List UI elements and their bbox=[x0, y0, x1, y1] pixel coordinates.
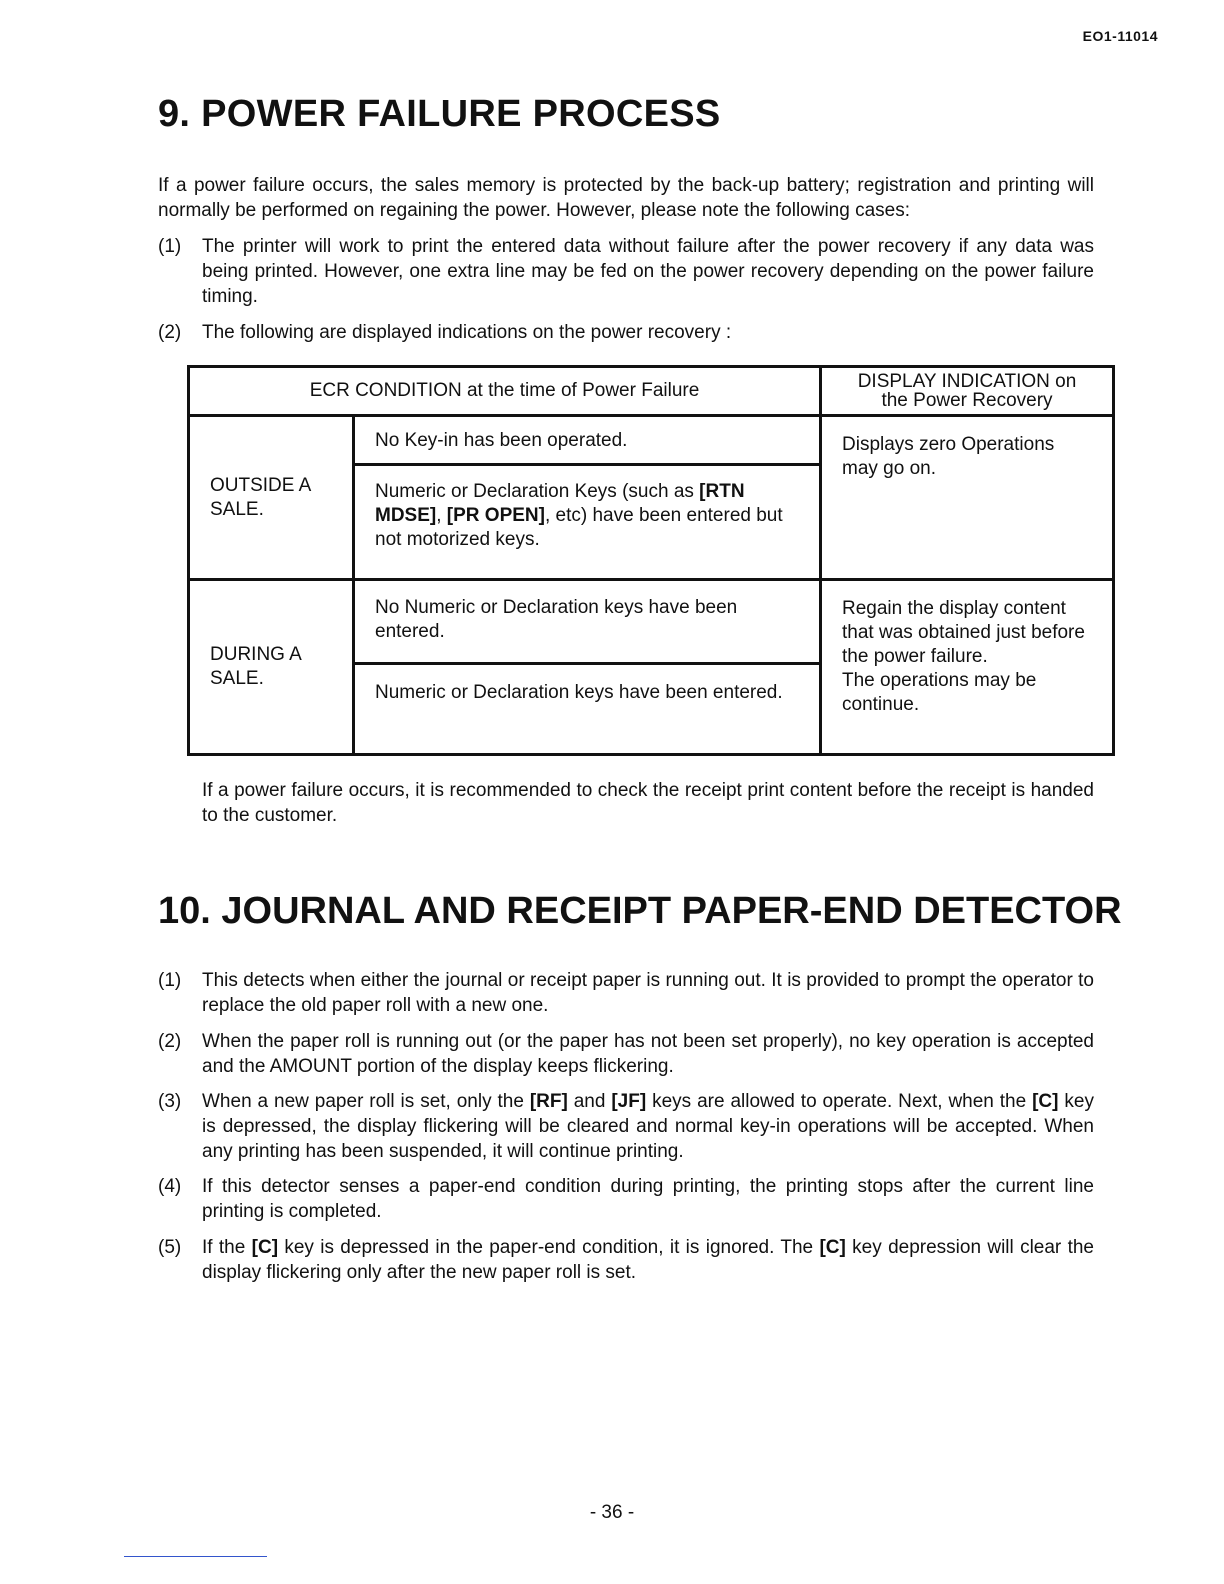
label-line: DURING A bbox=[210, 644, 302, 665]
section-10-item-3 bbox=[158, 1089, 1094, 1164]
item-number: (4) bbox=[158, 1176, 182, 1197]
label-line: SALE. bbox=[210, 668, 264, 689]
text-fragment: keys are allowed to operate. Next, when the bbox=[646, 1091, 1033, 1112]
outside-sale-label bbox=[189, 416, 354, 580]
footer-rule bbox=[124, 1556, 267, 1557]
outside-condition-1: No Key-in has been operated. bbox=[354, 416, 821, 465]
display-line: Regain the display content that was obtained just before the power failure. bbox=[842, 598, 1085, 667]
item-number: (5) bbox=[158, 1237, 182, 1258]
display-line: The operations may be continue. bbox=[842, 670, 1037, 715]
item-number: (1) bbox=[158, 970, 182, 991]
text-fragment: , etc) have been entered but not motorized keys. bbox=[375, 505, 783, 550]
section-10-item-1 bbox=[158, 968, 1094, 1018]
key-label: [RTN MDSE] bbox=[375, 481, 745, 526]
section-9-note: If a power failure occurs, it is recommended to check the receipt print content before the receipt is handed to the customer. bbox=[202, 780, 1094, 826]
label-line: SALE. bbox=[210, 498, 264, 520]
section-9-intro: If a power failure occurs, the sales memory is protected by the back-up battery; registration and printing will normally be performed on regaining the power. However, please note the following cases: bbox=[158, 175, 1094, 221]
section-10-item-5 bbox=[158, 1235, 1094, 1285]
key-label: [JF] bbox=[611, 1091, 647, 1112]
during-sale-label bbox=[189, 580, 354, 755]
item-text: If this detector senses a paper-end condition during printing, the printing stops after the current line printing is completed. bbox=[202, 1176, 1094, 1222]
during-condition-1: No Numeric or Declaration keys have been entered. bbox=[354, 580, 821, 664]
section-10-title: 10. JOURNAL AND RECEIPT PAPER-END DETECTOR bbox=[158, 890, 1122, 932]
outside-display-indication: Displays zero Operations may go on. bbox=[821, 416, 1114, 580]
item-number: (1) bbox=[158, 236, 182, 257]
text-fragment: If the bbox=[202, 1237, 252, 1258]
item-number: (3) bbox=[158, 1091, 182, 1112]
text-fragment: When a new paper roll is set, only the bbox=[202, 1091, 530, 1112]
header-ecr-condition: ECR CONDITION at the time of Power Failure bbox=[189, 367, 821, 416]
table-header-row bbox=[189, 367, 1114, 416]
item-text: The printer will work to print the entered data without failure after the power recovery if any data was being printed. However, one extra line may be fed on the power recovery depending on the power failure timing. bbox=[202, 236, 1094, 307]
item-number: (2) bbox=[158, 322, 182, 343]
section-9-title: 9. POWER FAILURE PROCESS bbox=[158, 93, 721, 135]
item-text bbox=[202, 1089, 1094, 1164]
item-text: The following are displayed indications on the power recovery : bbox=[202, 322, 732, 343]
key-label: [C] bbox=[251, 1237, 279, 1258]
outside-condition-2 bbox=[354, 465, 821, 580]
label-line: OUTSIDE A bbox=[210, 474, 312, 496]
key-label: [RF] bbox=[529, 1091, 568, 1112]
header-display-indication bbox=[821, 367, 1114, 416]
document-id: EO1-11014 bbox=[1082, 28, 1158, 44]
power-recovery-table bbox=[187, 365, 1115, 756]
section-9-item-2 bbox=[158, 320, 1094, 345]
section-10-item-2 bbox=[158, 1029, 1094, 1079]
text-fragment: , bbox=[436, 505, 447, 526]
item-text: This detects when either the journal or receipt paper is running out. It is provided to prompt the operator to replace the old paper roll with a new one. bbox=[202, 970, 1094, 1016]
text-fragment: key depression will clear the display flickering only after the new paper roll is set. bbox=[202, 1237, 1094, 1283]
item-number: (2) bbox=[158, 1031, 182, 1052]
key-label: [C] bbox=[1032, 1091, 1059, 1112]
item-text: When the paper roll is running out (or the paper has not been set properly), no key operation is accepted and the AMOUNT portion of the display keeps flickering. bbox=[202, 1031, 1094, 1077]
text-fragment: Numeric or Declaration Keys (such as bbox=[375, 481, 700, 502]
header-display-line-2: the Power Recovery bbox=[881, 390, 1053, 411]
text-fragment: and bbox=[567, 1091, 612, 1112]
key-label: [C] bbox=[819, 1237, 846, 1258]
section-9-item-1 bbox=[158, 234, 1094, 309]
table-row bbox=[189, 416, 1114, 465]
text-fragment: key is depressed, the display flickering will be cleared and normal key-in operations will be accepted. When any printing has been suspended, it will continue printing. bbox=[202, 1091, 1094, 1162]
text-fragment: key is depressed in the paper-end condition, it is ignored. The bbox=[278, 1237, 820, 1258]
during-condition-2: Numeric or Declaration keys have been entered. bbox=[354, 664, 821, 755]
section-10-item-4 bbox=[158, 1174, 1094, 1224]
during-display-indication bbox=[821, 580, 1114, 755]
header-display-line-1: DISPLAY INDICATION on bbox=[857, 371, 1077, 392]
key-label: [PR OPEN] bbox=[446, 505, 545, 526]
page-number: - 36 - bbox=[589, 1502, 635, 1523]
table-row bbox=[189, 580, 1114, 664]
item-text bbox=[202, 1235, 1094, 1285]
